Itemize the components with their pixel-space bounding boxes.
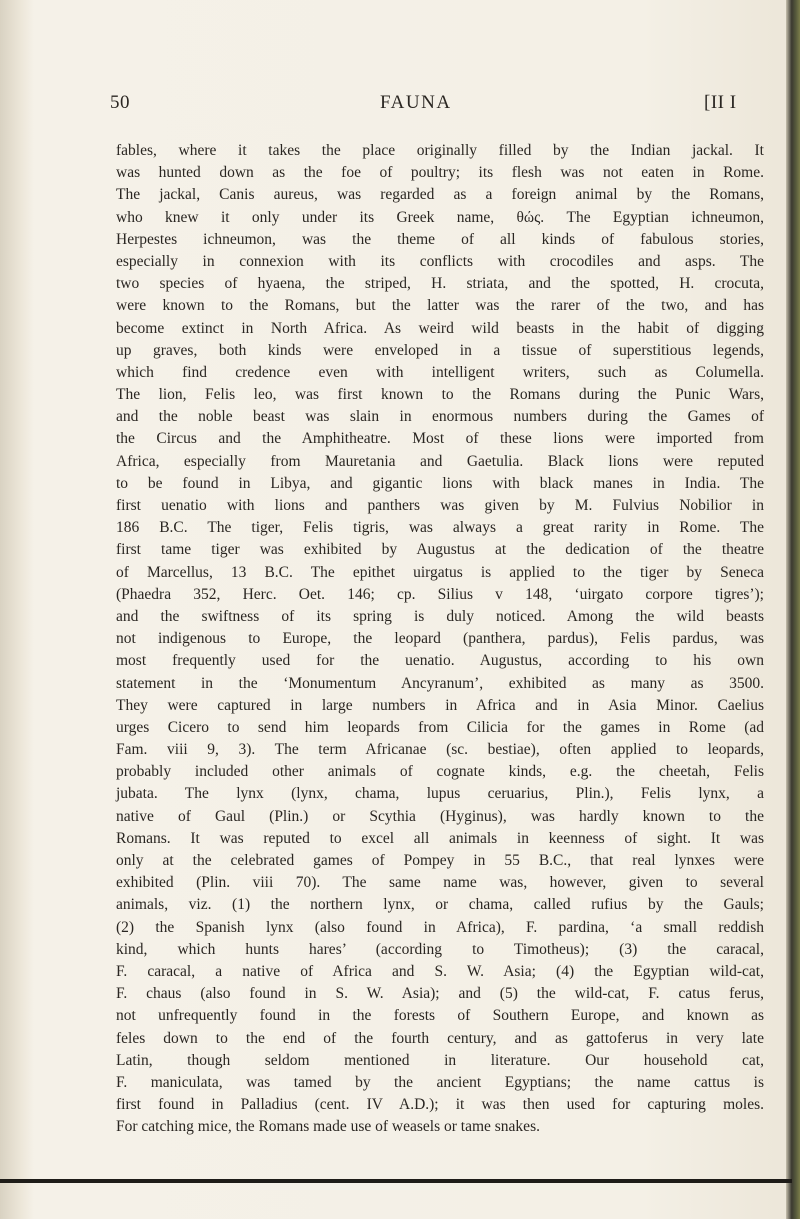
bottom-edge-rule: [0, 1179, 792, 1183]
text-line: F. chaus (also found in S. W. Asia); and (5) the wild-cat, F. catus ferus,: [116, 985, 764, 1003]
text-line: animals, viz. (1) the northern lynx, or chama, called rufius by the Gauls;: [116, 896, 764, 914]
text-line: were known to the Romans, but the latter was the rarer of the two, and has: [116, 297, 764, 315]
page-header: [0, 92, 786, 122]
text-line: and the swiftness of its spring is duly noticed. Among the wild beasts: [116, 607, 764, 625]
text-line: F. caracal, a native of Africa and S. W. Asia; (4) the Egyptian wild-cat,: [116, 962, 764, 980]
text-line: (Phaedra 352, Herc. Oet. 146; cp. Silius v 148, ‘uirgato corpore tigres’);: [116, 585, 764, 603]
text-line: of Marcellus, 13 B.C. The epithet uirgatus is applied to the tiger by Seneca: [116, 563, 764, 581]
running-title: FAUNA: [380, 92, 452, 113]
text-line: Latin, though seldom mentioned in literature. Our household cat,: [116, 1051, 764, 1069]
text-line: probably included other animals of cognate kinds, e.g. the cheetah, Felis: [116, 763, 764, 781]
page-gutter-shadow: [0, 0, 34, 1219]
text-line: to be found in Libya, and gigantic lions with black manes in India. The: [116, 474, 764, 492]
text-line: first tame tiger was exhibited by Augustus at the dedication of the theatre: [116, 541, 764, 559]
text-line: only at the celebrated games of Pompey in 55 B.C., that real lynxes were: [116, 852, 764, 869]
text-line: The lion, Felis leo, was first known to the Romans during the Punic Wars,: [116, 386, 764, 404]
text-line: statement in the ‘Monumentum Ancyranum’, exhibited as many as 3500.: [116, 674, 764, 692]
text-line: not unfrequently found in the forests of Southern Europe, and known as: [116, 1007, 764, 1025]
text-line: The jackal, Canis aureus, was regarded as a foreign animal by the Romans,: [116, 186, 764, 204]
text-line: two species of hyaena, the striped, H. striata, and the spotted, H. crocuta,: [116, 275, 764, 293]
book-edge: [786, 0, 800, 1219]
text-line: Africa, especially from Mauretania and Gaetulia. Black lions were reputed: [116, 452, 764, 470]
text-line: not indigenous to Europe, the leopard (panthera, pardus), Felis pardus, was: [116, 630, 764, 648]
text-line: especially in connexion with its conflicts with crocodiles and asps. The: [116, 252, 764, 270]
text-line: feles down to the end of the fourth century, and as gattoferus in very late: [116, 1029, 764, 1047]
text-line: become extinct in North Africa. As weird wild beasts in the habit of digging: [116, 319, 764, 337]
text-line: native of Gaul (Plin.) or Scythia (Hyginus), was hardly known to the: [116, 807, 764, 825]
text-line: (2) the Spanish lynx (also found in Africa), F. pardina, ‘a small reddish: [116, 918, 764, 936]
section-marker: [II I: [704, 92, 737, 113]
text-line: first uenatio with lions and panthers was given by M. Fulvius Nobilior in: [116, 497, 764, 514]
text-line: Fam. viii 9, 3). The term Africanae (sc. bestiae), often applied to leopards,: [116, 741, 764, 759]
text-line: fables, where it takes the place originally filled by the Indian jackal. It: [116, 142, 764, 159]
text-line: urges Cicero to send him leopards from Cilicia for the games in Rome (ad: [116, 718, 764, 736]
text-line: and the noble beast was slain in enormous numbers during the Games of: [116, 408, 764, 426]
text-line: F. maniculata, was tamed by the ancient Egyptians; the name cattus is: [116, 1073, 764, 1091]
text-line: exhibited (Plin. viii 70). The same name was, however, given to several: [116, 874, 764, 892]
text-line: which find credence even with intelligent writers, such as Columella.: [116, 363, 764, 381]
text-line: 186 B.C. The tiger, Felis tigris, was always a great rarity in Rome. The: [116, 519, 764, 537]
text-line: up graves, both kinds were enveloped in a tissue of superstitious legends,: [116, 341, 764, 359]
text-line: jubata. The lynx (lynx, chama, lupus ceruarius, Plin.), Felis lynx, a: [116, 785, 764, 803]
page-number: 50: [110, 92, 130, 113]
text-line: first found in Palladius (cent. IV A.D.); it was then used for capturing moles.: [116, 1096, 764, 1114]
text-line: was hunted down as the foe of poultry; its flesh was not eaten in Rome.: [116, 164, 764, 182]
text-line: the Circus and the Amphitheatre. Most of these lions were imported from: [116, 430, 764, 448]
text-line: For catching mice, the Romans made use of weasels or tame snakes.: [116, 1118, 540, 1136]
text-line: most frequently used for the uenatio. Augustus, according to his own: [116, 652, 764, 670]
text-line: Herpestes ichneumon, was the theme of all kinds of fabulous stories,: [116, 230, 764, 248]
body-paragraph: [116, 140, 764, 1138]
text-line: kind, which hunts hares’ (according to Timotheus); (3) the caracal,: [116, 940, 764, 958]
text-line: Romans. It was reputed to excel all animals in keenness of sight. It was: [116, 829, 764, 847]
text-line: They were captured in large numbers in Africa and in Asia Minor. Caelius: [116, 696, 764, 714]
text-line: who knew it only under its Greek name, θώς. The Egyptian ichneumon,: [116, 208, 764, 226]
